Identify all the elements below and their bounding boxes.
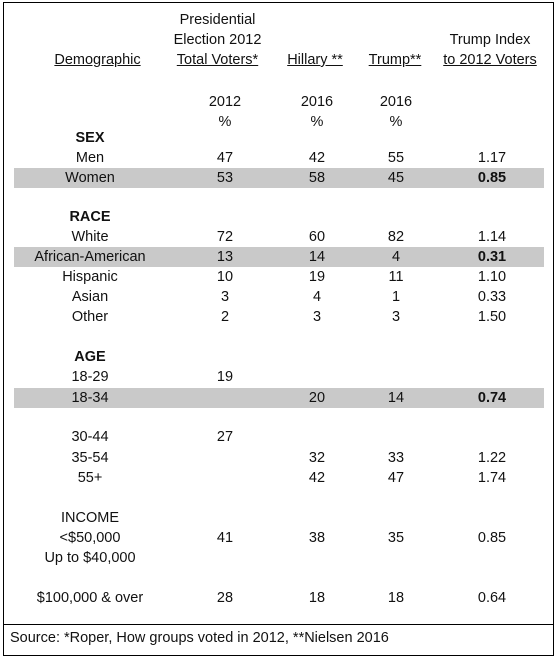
table-row [14, 448, 544, 468]
table-row [14, 267, 544, 287]
header-line: Total Voters* [176, 52, 259, 68]
section-heading [14, 128, 544, 148]
row-label: 55+ [77, 470, 103, 486]
cell-hillary: 4 [312, 289, 322, 305]
cell-trump: 82 [387, 229, 405, 245]
cell-index: 1.74 [477, 470, 507, 486]
cell-hillary: 18 [308, 590, 326, 606]
table-row [14, 508, 544, 528]
cell-hillary: 14 [308, 249, 326, 265]
row-label: Up to $40,000 [44, 550, 136, 566]
section-heading [14, 347, 544, 367]
cell-2012: 53 [216, 170, 234, 186]
cell-hillary: 42 [308, 150, 326, 166]
row-label: 18-29 [71, 369, 109, 385]
table-row [14, 227, 544, 247]
row-label: SEX [75, 130, 105, 146]
cell-index: 0.64 [477, 590, 507, 606]
cell-index: 0.85 [477, 170, 507, 186]
table-row [14, 367, 544, 387]
cell-trump: 4 [391, 249, 401, 265]
table-row [14, 468, 544, 488]
table-row-highlighted [14, 168, 544, 188]
header-demographic [40, 50, 155, 70]
cell-hillary: 20 [308, 390, 326, 406]
cell-index: 0.33 [477, 289, 507, 305]
cell-index: 0.85 [477, 530, 507, 546]
header-line: to 2012 Voters [443, 52, 537, 68]
subheader-unit: % [218, 114, 232, 130]
cell-2012: 47 [216, 150, 234, 166]
row-label: Men [75, 150, 105, 166]
cell-trump: 11 [388, 269, 404, 285]
row-label: 18-34 [71, 390, 109, 406]
cell-2012: 19 [216, 369, 234, 385]
cell-trump: 18 [387, 590, 405, 606]
cell-index: 0.74 [477, 390, 507, 406]
cell-index: 1.10 [477, 269, 507, 285]
header-line: Presidential [179, 12, 256, 28]
subheader-unit: % [389, 114, 403, 130]
cell-hillary: 42 [308, 470, 326, 486]
cell-trump: 35 [387, 530, 405, 546]
table-row [14, 307, 544, 327]
subheader-year: 2012 [208, 94, 242, 110]
row-label: <$50,000 [59, 530, 121, 546]
cell-2012: 41 [216, 530, 234, 546]
cell-trump: 45 [387, 170, 405, 186]
table-row [14, 148, 544, 168]
cell-trump: 55 [387, 150, 405, 166]
table-row [14, 287, 544, 307]
subheader-year: 2016 [300, 94, 334, 110]
cell-2012: 27 [216, 429, 234, 445]
row-label: Women [65, 170, 115, 186]
row-label: Asian [71, 289, 109, 305]
header-line: Election 2012 [173, 32, 262, 48]
subheader-2012 [181, 92, 269, 132]
cell-trump: 1 [391, 289, 401, 305]
cell-index: 0.31 [477, 249, 507, 265]
row-label: White [71, 229, 109, 245]
header-hillary [270, 50, 360, 70]
table-row [14, 588, 544, 608]
header-total-voters-2012 [165, 10, 270, 70]
row-label: Hispanic [62, 269, 118, 285]
cell-2012: 13 [216, 249, 234, 265]
cell-trump: 3 [391, 309, 401, 325]
cell-2012: 3 [220, 289, 230, 305]
section-heading [14, 207, 544, 227]
cell-hillary: 60 [308, 229, 326, 245]
source-footnote: Source: *Roper, How groups voted in 2012, **Nielsen 2016 [10, 630, 389, 646]
cell-2012: 2 [220, 309, 230, 325]
table-row [14, 548, 544, 568]
footer-divider [3, 624, 554, 625]
cell-2012: 72 [216, 229, 234, 245]
cell-index: 1.17 [477, 150, 507, 166]
subheader-year: 2016 [379, 94, 413, 110]
subheader-unit: % [310, 114, 324, 130]
row-label: AGE [74, 349, 106, 365]
cell-trump: 14 [387, 390, 405, 406]
table-row-highlighted [14, 388, 544, 408]
cell-hillary: 38 [308, 530, 326, 546]
cell-index: 1.14 [477, 229, 507, 245]
subheader-trump-2016 [358, 92, 434, 132]
cell-hillary: 19 [308, 269, 326, 285]
cell-hillary: 3 [312, 309, 322, 325]
row-label: RACE [69, 209, 111, 225]
cell-hillary: 32 [308, 450, 326, 466]
cell-trump: 47 [387, 470, 405, 486]
row-label: Other [71, 309, 109, 325]
header-line: Trump** [368, 52, 422, 68]
cell-index: 1.22 [477, 450, 507, 466]
header-trump [355, 50, 435, 70]
row-label: 30-44 [71, 429, 109, 445]
row-label: African-American [34, 249, 146, 265]
header-line: Hillary ** [287, 52, 343, 68]
table-row-highlighted [14, 247, 544, 267]
cell-2012: 28 [216, 590, 234, 606]
row-label: $100,000 & over [36, 590, 144, 606]
cell-hillary: 58 [308, 170, 326, 186]
row-label: INCOME [61, 510, 119, 526]
table-row [14, 528, 544, 548]
cell-trump: 33 [387, 450, 405, 466]
header-line: Trump Index [449, 32, 531, 48]
table-row [14, 427, 544, 447]
cell-2012: 10 [216, 269, 234, 285]
cell-index: 1.50 [477, 309, 507, 325]
subheader-hillary-2016 [277, 92, 357, 132]
header-demographic-line: Demographic [54, 52, 141, 68]
header-trump-index [430, 30, 550, 70]
row-label: 35-54 [71, 450, 109, 466]
